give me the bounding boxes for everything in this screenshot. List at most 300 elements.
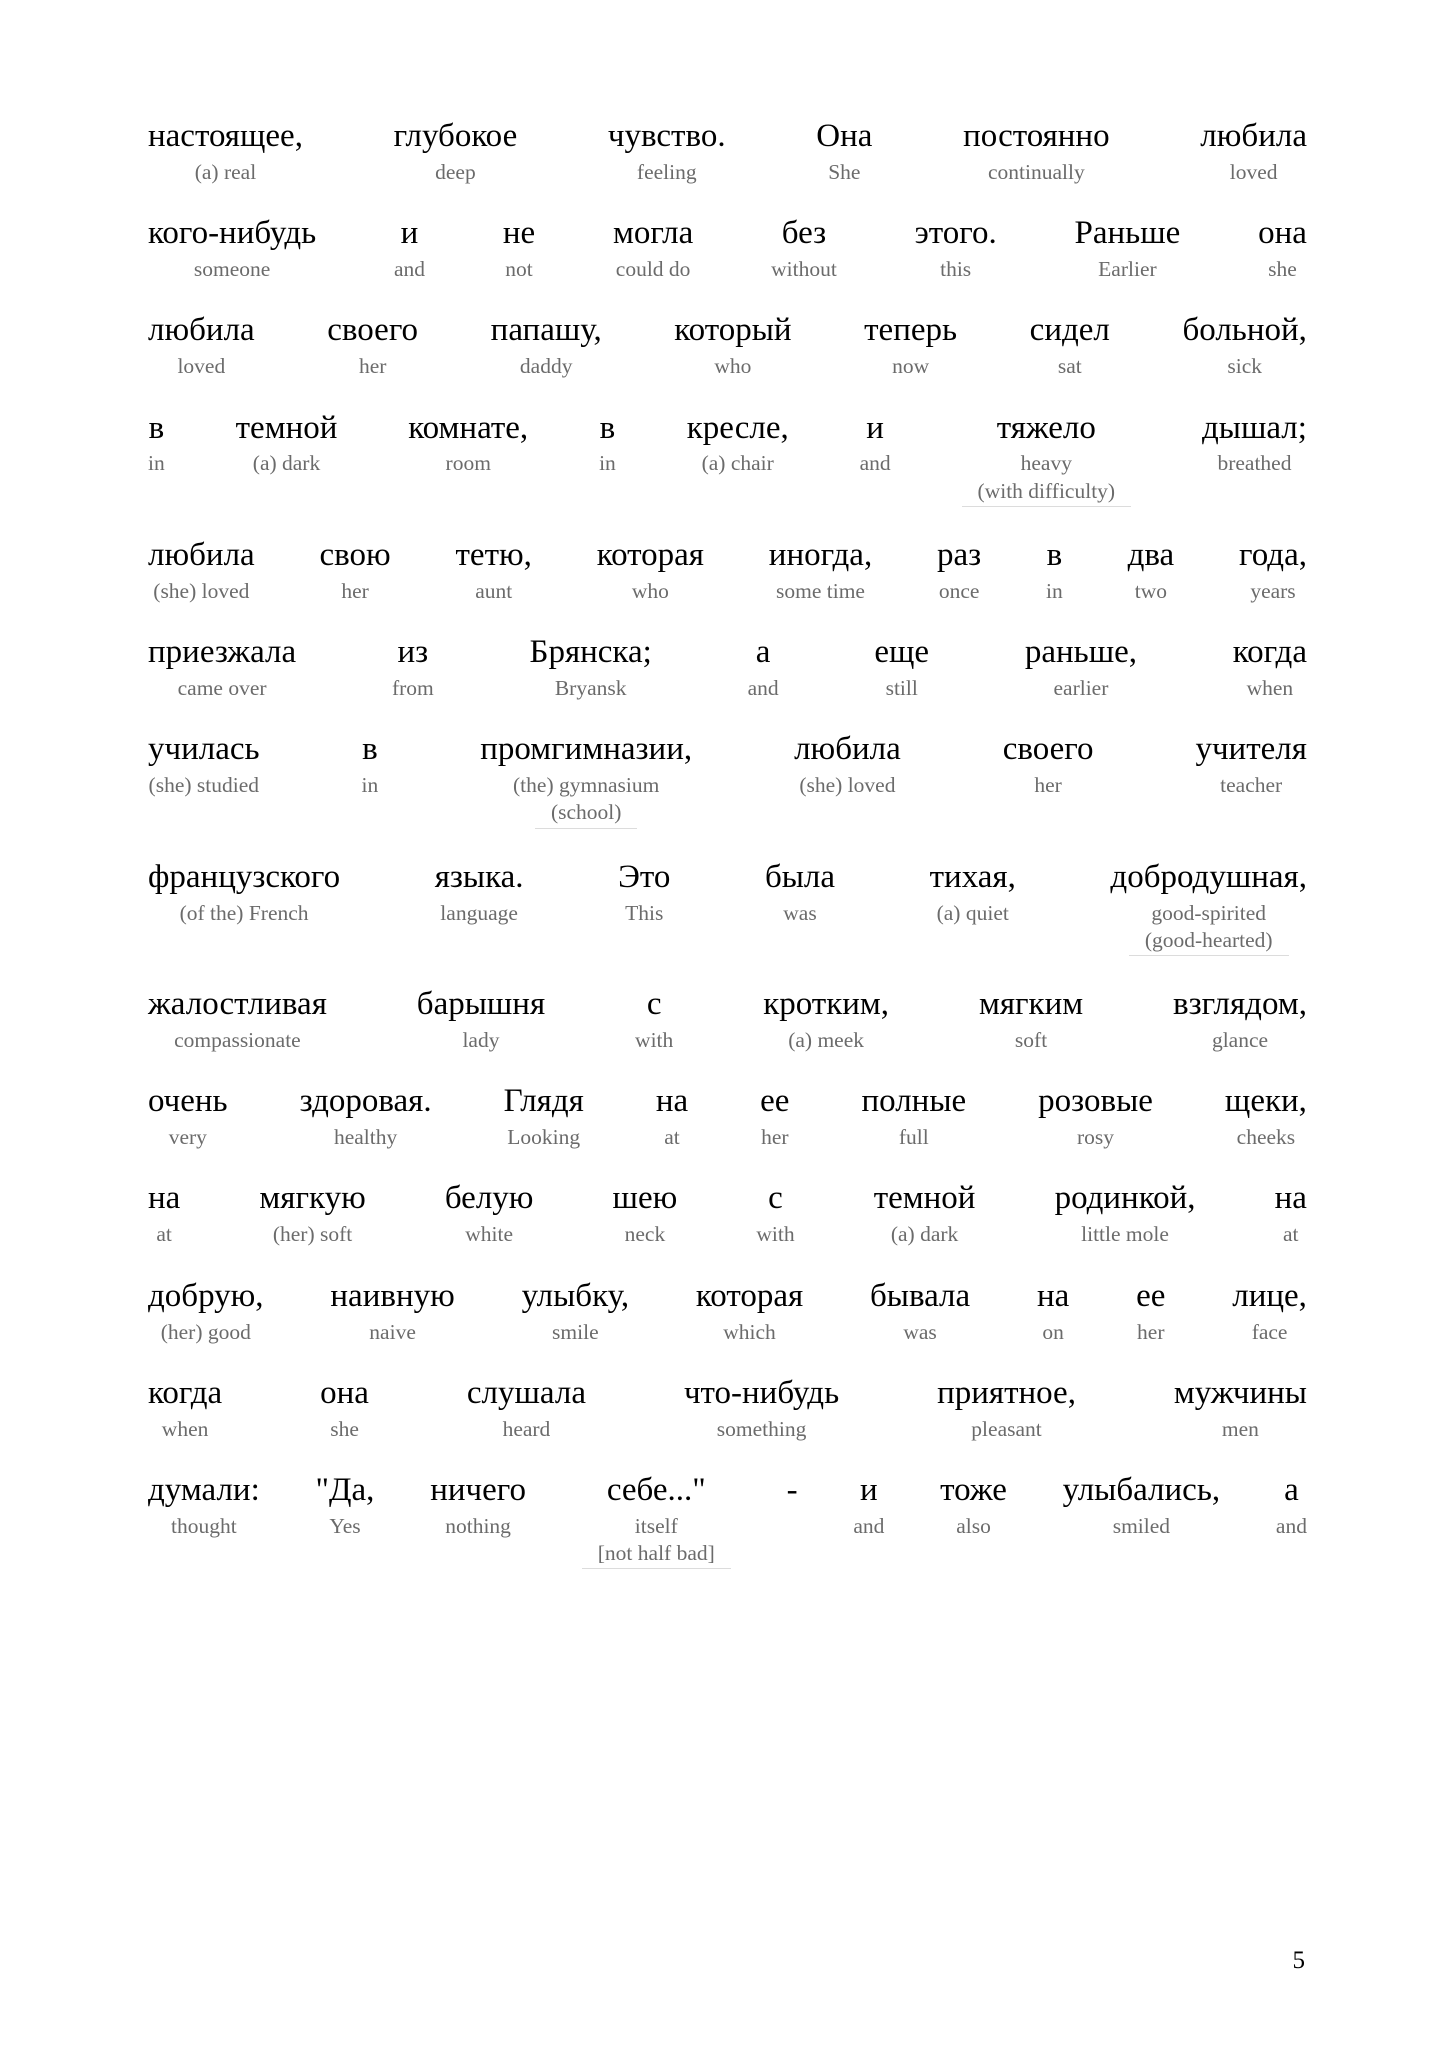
gloss-word: two <box>1134 578 1168 603</box>
gloss-word: smile <box>552 1319 599 1344</box>
interlinear-word-pair <box>962 410 1132 507</box>
interlinear-word-pair <box>963 118 1110 185</box>
interlinear-word-pair <box>1038 1083 1153 1150</box>
interlinear-word-pair <box>503 215 535 282</box>
interlinear-text-body <box>148 118 1307 1569</box>
source-word: дышал; <box>1201 409 1307 446</box>
gloss-word: (she) loved <box>153 578 250 603</box>
interlinear-word-pair <box>1275 1180 1307 1247</box>
source-word: приезжала <box>148 634 297 671</box>
source-word: когда <box>148 1374 223 1411</box>
interlinear-line <box>148 1472 1307 1569</box>
source-word: темной <box>873 1180 976 1217</box>
source-word: в <box>599 409 616 446</box>
gloss-word: Yes <box>329 1513 361 1538</box>
source-word: на <box>655 1083 689 1120</box>
interlinear-line <box>148 1375 1307 1442</box>
gloss-word: also <box>956 1513 991 1538</box>
interlinear-word-pair <box>148 312 255 379</box>
gloss-word: compassionate <box>174 1027 301 1052</box>
source-word: училась <box>148 731 260 768</box>
gloss-word: face <box>1251 1319 1288 1344</box>
interlinear-word-pair <box>1232 1278 1307 1345</box>
interlinear-word-pair <box>1173 986 1307 1053</box>
secondary-gloss-word: (with difficulty) <box>962 478 1132 507</box>
source-word: слушала <box>466 1374 586 1411</box>
interlinear-word-pair <box>148 859 340 926</box>
gloss-word: good-spirited <box>1151 900 1267 925</box>
gloss-word: came over <box>177 676 267 701</box>
interlinear-line <box>148 986 1307 1053</box>
gloss-word: healthy <box>333 1125 398 1150</box>
gloss-word: who <box>631 578 669 603</box>
gloss-word: heard <box>502 1416 551 1441</box>
interlinear-word-pair <box>618 859 670 926</box>
source-word: которая <box>695 1277 804 1314</box>
interlinear-word-pair <box>148 1375 222 1442</box>
interlinear-word-pair <box>530 634 652 701</box>
interlinear-word-pair <box>794 731 901 798</box>
source-word: лице, <box>1232 1277 1307 1314</box>
interlinear-word-pair <box>1046 537 1063 604</box>
interlinear-line <box>148 118 1307 185</box>
source-word: мягким <box>978 986 1084 1023</box>
source-word: ее <box>1136 1277 1166 1314</box>
interlinear-line <box>148 634 1307 701</box>
gloss-word: aunt <box>475 578 513 603</box>
interlinear-word-pair <box>816 118 872 185</box>
interlinear-word-pair <box>480 731 692 828</box>
source-word: улыбку, <box>521 1277 630 1314</box>
interlinear-word-pair <box>236 410 338 477</box>
source-word: приятное, <box>937 1374 1076 1411</box>
source-word: больной, <box>1182 312 1307 349</box>
interlinear-word-pair <box>320 537 391 604</box>
gloss-word: could do <box>615 257 691 282</box>
gloss-word: sat <box>1057 354 1082 379</box>
interlinear-word-pair <box>765 859 835 926</box>
source-word: сидел <box>1029 312 1110 349</box>
source-word: могла <box>612 215 694 252</box>
interlinear-word-pair <box>656 1083 688 1150</box>
gloss-word: and <box>1275 1513 1307 1538</box>
gloss-word: her <box>341 578 369 603</box>
gloss-word: Looking <box>507 1125 581 1150</box>
source-word: в <box>362 731 378 768</box>
source-word: иногда, <box>768 536 873 573</box>
gloss-word: (of the) French <box>179 900 309 925</box>
gloss-word: room <box>445 451 491 476</box>
source-word: шею <box>612 1180 678 1217</box>
gloss-word: once <box>938 578 980 603</box>
interlinear-word-pair <box>1239 537 1307 604</box>
gloss-word: nothing <box>445 1513 511 1538</box>
source-word: добродушная, <box>1110 858 1307 895</box>
interlinear-word-pair <box>148 118 303 185</box>
interlinear-word-pair <box>456 537 532 604</box>
interlinear-word-pair <box>861 1083 966 1150</box>
source-word: а <box>1284 1471 1299 1508</box>
interlinear-word-pair <box>522 1278 630 1345</box>
source-word: мягкую <box>259 1180 366 1217</box>
gloss-word: cheeks <box>1236 1125 1296 1150</box>
source-word: на <box>1274 1180 1307 1217</box>
source-word: которая <box>596 536 704 573</box>
gloss-word: was <box>783 900 817 925</box>
gloss-word: (her) soft <box>272 1222 353 1247</box>
gloss-word: she <box>1268 257 1297 282</box>
interlinear-word-pair <box>771 215 837 282</box>
source-word: взглядом, <box>1173 986 1307 1023</box>
interlinear-word-pair <box>148 1278 264 1345</box>
gloss-word: which <box>723 1319 776 1344</box>
interlinear-word-pair <box>1202 410 1307 477</box>
interlinear-word-pair <box>148 537 255 604</box>
interlinear-word-pair <box>1200 118 1307 185</box>
source-word: раньше, <box>1024 634 1138 671</box>
gloss-word: and <box>747 676 779 701</box>
source-word: тоже <box>940 1471 1007 1508</box>
interlinear-word-pair <box>148 1180 180 1247</box>
interlinear-word-pair <box>148 215 316 282</box>
interlinear-word-pair <box>860 410 891 477</box>
gloss-word: without <box>771 257 837 282</box>
gloss-word: feeling <box>636 159 697 184</box>
interlinear-word-pair <box>148 1083 228 1150</box>
interlinear-word-pair <box>1276 1472 1307 1539</box>
gloss-word: earlier <box>1053 676 1109 701</box>
gloss-word: in <box>148 451 165 476</box>
source-word: себе..." <box>606 1471 706 1508</box>
source-word: который <box>674 312 792 349</box>
interlinear-word-pair <box>608 118 726 185</box>
source-word: на <box>1036 1277 1070 1314</box>
interlinear-word-pair <box>756 1180 794 1247</box>
interlinear-word-pair <box>674 312 791 379</box>
gloss-word: with <box>635 1027 674 1052</box>
source-word: года, <box>1239 536 1307 573</box>
gloss-word: in <box>1046 578 1063 603</box>
interlinear-word-pair <box>148 634 296 701</box>
interlinear-word-pair <box>435 859 524 926</box>
interlinear-word-pair <box>1110 859 1307 956</box>
source-word: тетю, <box>455 536 532 573</box>
source-word: белую <box>444 1180 534 1217</box>
source-word: не <box>502 215 536 252</box>
gloss-word: her <box>1034 773 1062 798</box>
gloss-word: teacher <box>1220 773 1283 798</box>
gloss-word: (she) studied <box>148 773 260 798</box>
interlinear-word-pair <box>259 1180 365 1247</box>
interlinear-word-pair <box>327 312 418 379</box>
gloss-word: itself <box>634 1513 678 1538</box>
interlinear-word-pair <box>940 1472 1007 1539</box>
gloss-word: pleasant <box>971 1416 1042 1441</box>
interlinear-word-pair <box>320 1375 369 1442</box>
gloss-word: when <box>1246 676 1294 701</box>
interlinear-word-pair <box>613 215 693 282</box>
interlinear-word-pair <box>392 634 434 701</box>
gloss-word: not <box>505 257 533 282</box>
interlinear-line <box>148 312 1307 379</box>
interlinear-word-pair <box>1055 1180 1196 1247</box>
interlinear-word-pair <box>696 1278 803 1345</box>
gloss-word: continually <box>987 159 1085 184</box>
interlinear-word-pair <box>1075 215 1181 282</box>
interlinear-word-pair <box>597 537 704 604</box>
interlinear-word-pair <box>787 1472 798 1513</box>
interlinear-word-pair <box>362 731 379 798</box>
interlinear-word-pair <box>430 1472 526 1539</box>
gloss-word: in <box>361 773 379 798</box>
gloss-word: smiled <box>1112 1513 1171 1538</box>
interlinear-word-pair <box>930 859 1016 926</box>
gloss-word: little mole <box>1081 1222 1169 1247</box>
source-word: своего <box>327 312 419 349</box>
source-word: мужчины <box>1173 1374 1307 1411</box>
gloss-word: at <box>1282 1222 1299 1247</box>
interlinear-word-pair <box>979 986 1083 1053</box>
gloss-word: (a) quiet <box>936 900 1009 925</box>
interlinear-word-pair <box>687 410 789 477</box>
gloss-word: rosy <box>1077 1125 1115 1150</box>
source-word: французского <box>148 858 341 895</box>
gloss-word: (the) gymnasium <box>513 773 660 798</box>
gloss-word: (a) dark <box>252 451 321 476</box>
interlinear-word-pair <box>874 1180 976 1247</box>
interlinear-word-pair <box>148 731 260 798</box>
interlinear-line <box>148 1083 1307 1150</box>
source-word: темной <box>235 409 338 446</box>
interlinear-word-pair <box>613 1180 678 1247</box>
gloss-word: Bryansk <box>554 676 627 701</box>
source-word: папашу, <box>490 312 602 349</box>
interlinear-word-pair <box>937 1375 1076 1442</box>
gloss-word: This <box>625 900 664 925</box>
source-word: здоровая. <box>299 1083 432 1120</box>
gloss-word: Earlier <box>1098 257 1157 282</box>
interlinear-word-pair <box>937 537 981 604</box>
gloss-word: with <box>756 1222 795 1247</box>
interlinear-word-pair <box>467 1375 586 1442</box>
source-word: была <box>764 858 836 895</box>
source-word: Это <box>618 858 671 895</box>
secondary-gloss-word: (school) <box>535 799 637 828</box>
interlinear-word-pair <box>148 1472 260 1539</box>
interlinear-word-pair <box>1037 1278 1069 1345</box>
gloss-word: at <box>664 1125 680 1150</box>
source-word: Брянска; <box>529 634 652 671</box>
gloss-word: (her) good <box>160 1319 251 1344</box>
interlinear-line <box>148 410 1307 507</box>
interlinear-word-pair <box>330 1278 454 1345</box>
source-word: наивную <box>330 1277 455 1314</box>
source-word: любила <box>148 536 255 573</box>
source-word: бывала <box>869 1277 971 1314</box>
gloss-word: at <box>156 1222 172 1247</box>
source-word: думали: <box>148 1471 260 1508</box>
secondary-gloss-word: (good-hearted) <box>1129 927 1289 956</box>
gloss-word: very <box>168 1125 207 1150</box>
source-word: она <box>320 1374 369 1411</box>
source-word: глубокое <box>393 118 518 154</box>
interlinear-word-pair <box>445 1180 534 1247</box>
source-word: языка. <box>434 858 524 895</box>
source-word: кротким, <box>763 986 890 1023</box>
source-word: промгимназии, <box>480 731 693 768</box>
gloss-word: and <box>853 1513 885 1538</box>
source-word: когда <box>1232 634 1307 671</box>
source-word: свою <box>319 536 391 573</box>
interlinear-word-pair <box>635 986 673 1053</box>
source-word: тихая, <box>929 858 1016 895</box>
gloss-word: language <box>440 900 518 925</box>
gloss-word: lady <box>462 1027 500 1052</box>
source-word: чувство. <box>607 118 726 154</box>
gloss-word: heavy <box>1020 451 1072 476</box>
gloss-word: her <box>761 1125 789 1150</box>
interlinear-word-pair <box>760 1083 789 1150</box>
gloss-word: (a) real <box>194 159 257 184</box>
gloss-word: neck <box>624 1222 666 1247</box>
interlinear-word-pair <box>763 986 889 1053</box>
source-word: два <box>1127 536 1175 573</box>
interlinear-word-pair <box>1225 1083 1307 1150</box>
source-word: "Да, <box>315 1471 375 1508</box>
source-word: любила <box>1200 118 1307 154</box>
gloss-word: glance <box>1211 1027 1269 1052</box>
interlinear-word-pair <box>769 537 872 604</box>
interlinear-word-pair <box>148 410 165 477</box>
interlinear-word-pair <box>300 1083 432 1150</box>
source-word: очень <box>148 1083 228 1120</box>
interlinear-word-pair <box>316 1472 375 1539</box>
source-word: щеки, <box>1224 1083 1307 1120</box>
gloss-word: and <box>393 257 426 282</box>
interlinear-line <box>148 537 1307 604</box>
source-word: барышня <box>416 986 546 1023</box>
gloss-word: breathed <box>1217 451 1292 476</box>
source-word: раз <box>937 536 982 573</box>
source-word: в <box>148 409 165 446</box>
source-word: кого-нибудь <box>148 215 317 252</box>
source-word: а <box>755 634 771 671</box>
gloss-word: full <box>898 1125 929 1150</box>
interlinear-word-pair <box>853 1472 884 1539</box>
source-word: любила <box>794 731 901 768</box>
source-word: настоящее, <box>148 118 303 154</box>
gloss-word: thought <box>171 1513 237 1538</box>
gloss-word: white <box>465 1222 514 1247</box>
source-word: Раньше <box>1074 215 1181 252</box>
source-word: и <box>400 215 419 252</box>
source-word: добрую, <box>148 1277 264 1314</box>
gloss-word: (she) loved <box>799 773 896 798</box>
source-word: улыбались, <box>1062 1471 1221 1508</box>
interlinear-word-pair <box>504 1083 584 1150</box>
gloss-word: her <box>1137 1319 1165 1344</box>
interlinear-word-pair <box>582 1472 731 1569</box>
interlinear-word-pair <box>684 1375 839 1442</box>
interlinear-word-pair <box>417 986 545 1053</box>
gloss-word: still <box>885 676 918 701</box>
interlinear-line <box>148 859 1307 956</box>
source-word: розовые <box>1038 1083 1153 1120</box>
gloss-word: her <box>358 354 387 379</box>
gloss-word: now <box>892 354 930 379</box>
gloss-word: someone <box>193 257 271 282</box>
source-word: без <box>781 215 827 252</box>
interlinear-word-pair <box>1003 731 1094 798</box>
source-word: и <box>866 409 884 446</box>
interlinear-word-pair <box>408 410 528 477</box>
gloss-word: she <box>330 1416 359 1441</box>
source-word: - <box>786 1471 798 1508</box>
gloss-word: something <box>716 1416 807 1441</box>
source-word: ничего <box>430 1471 526 1508</box>
gloss-word: (a) meek <box>788 1027 865 1052</box>
interlinear-line <box>148 731 1307 828</box>
source-word: теперь <box>864 312 958 349</box>
gloss-word: who <box>714 354 752 379</box>
gloss-word: years <box>1250 578 1296 603</box>
interlinear-word-pair <box>874 634 929 701</box>
interlinear-word-pair <box>1136 1278 1165 1345</box>
interlinear-word-pair <box>491 312 602 379</box>
gloss-word: naive <box>369 1319 416 1344</box>
source-word: она <box>1258 215 1307 252</box>
interlinear-word-pair <box>1025 634 1137 701</box>
source-word: кресле, <box>686 409 789 446</box>
interlinear-word-pair <box>1063 1472 1221 1539</box>
interlinear-word-pair <box>394 118 518 185</box>
secondary-gloss-word: [not half bad] <box>582 1540 731 1569</box>
interlinear-word-pair <box>1182 312 1306 379</box>
interlinear-word-pair <box>1258 215 1307 282</box>
source-word: постоянно <box>963 118 1110 154</box>
gloss-word: when <box>161 1416 209 1441</box>
gloss-word: in <box>599 451 616 476</box>
gloss-word: loved <box>1229 159 1278 184</box>
source-word: любила <box>148 312 255 349</box>
interlinear-word-pair <box>599 410 616 477</box>
gloss-word: soft <box>1014 1027 1048 1052</box>
interlinear-word-pair <box>1030 312 1110 379</box>
gloss-word: this <box>940 257 972 282</box>
gloss-word: men <box>1221 1416 1259 1441</box>
interlinear-word-pair <box>748 634 779 701</box>
interlinear-word-pair <box>1174 1375 1307 1442</box>
source-word: учителя <box>1195 731 1307 768</box>
source-word: Глядя <box>503 1083 584 1120</box>
gloss-word: from <box>391 676 434 701</box>
interlinear-word-pair <box>915 215 997 282</box>
gloss-word: and <box>859 451 891 476</box>
interlinear-word-pair <box>1195 731 1306 798</box>
interlinear-line <box>148 1278 1307 1345</box>
source-word: еще <box>874 634 930 671</box>
source-word: и <box>860 1471 878 1508</box>
interlinear-line <box>148 1180 1307 1247</box>
source-word: этого. <box>914 215 997 252</box>
source-word: Она <box>816 118 873 154</box>
gloss-word: (a) dark <box>890 1222 959 1247</box>
gloss-word: sick <box>1227 354 1263 379</box>
gloss-word: was <box>903 1319 937 1344</box>
gloss-word: deep <box>435 159 476 184</box>
source-word: родинкой, <box>1054 1180 1196 1217</box>
source-word: своего <box>1002 731 1094 768</box>
